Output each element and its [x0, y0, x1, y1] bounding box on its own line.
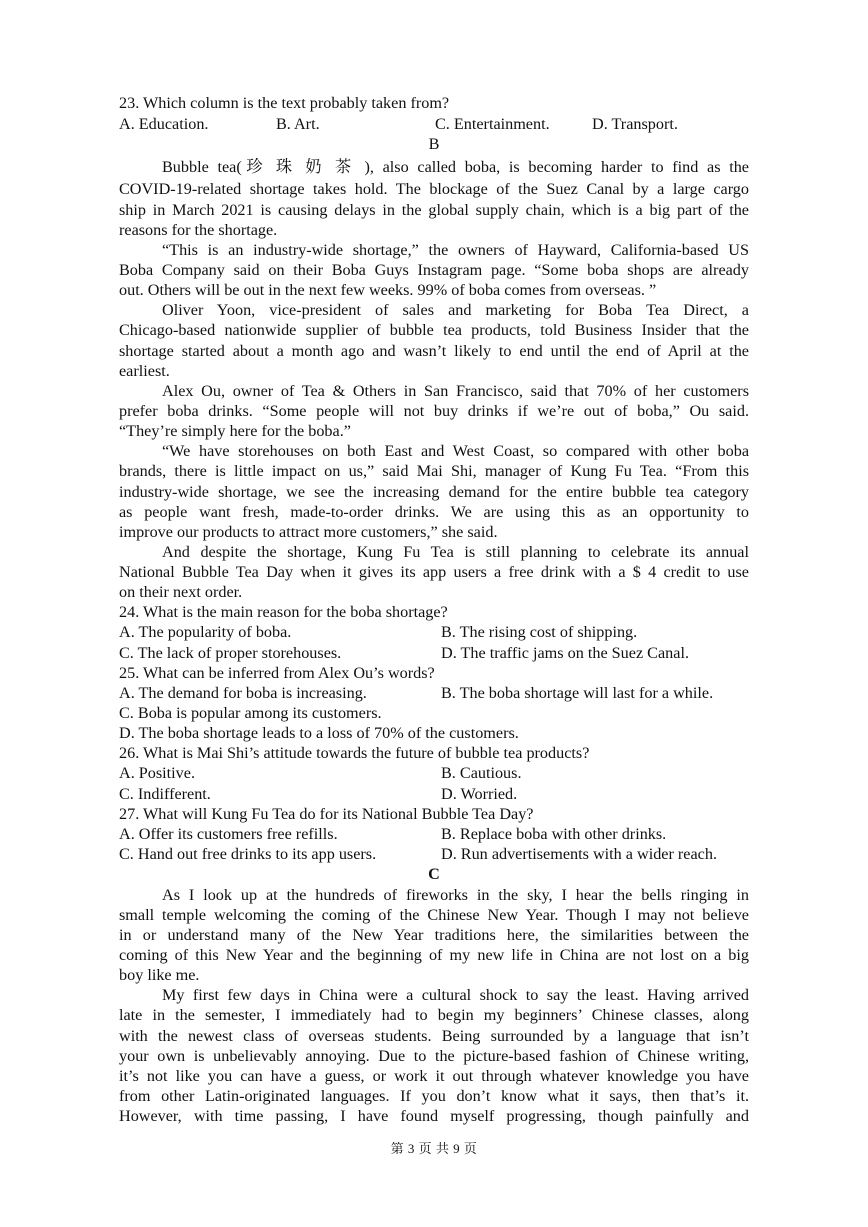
q26-option-c: C. Indifferent.: [119, 785, 211, 803]
para-line: improve our products to attract more customers,” she said.: [119, 523, 498, 541]
q24-option-d: D. The traffic jams on the Suez Canal.: [441, 644, 689, 662]
q25-options-row1: [119, 683, 749, 703]
q26-option-b: B. Cautious.: [441, 764, 522, 782]
q23-option-b: B. Art.: [276, 115, 320, 133]
para-line: late in the semester, I immediately had to begin my beginners’ Chinese classes, along: [119, 1006, 749, 1024]
para-line: And despite the shortage, Kung Fu Tea is still planning to celebrate its annual: [162, 543, 749, 561]
para-line: brands, there is little impact on us,” said Mai Shi, manager of Kung Fu Tea. “From this: [119, 462, 749, 480]
para-line: “This is an industry-wide shortage,” the owners of Hayward, California-based US: [162, 241, 749, 259]
para-line: Alex Ou, owner of Tea & Others in San Francisco, said that 70% of her customers: [162, 382, 749, 400]
para-line: with the newest class of overseas students. Being surrounded by a language that isn’t: [119, 1027, 749, 1045]
q26-option-a: A. Positive.: [119, 764, 195, 782]
para-line: “We have storehouses on both East and West Coast, so compared with other boba: [162, 442, 749, 460]
para-line: Bubble tea(珍 珠 奶 茶 ), also called boba, is becoming harder to find as the: [162, 158, 749, 176]
q24-options-row1: [119, 622, 749, 642]
q26-options-row1: [119, 763, 749, 783]
para-line: out. Others will be out in the next few weeks. 99% of boba comes from overseas. ”: [119, 281, 657, 299]
para-line: National Bubble Tea Day when it gives its app users a free drink with a $ 4 credit to use: [119, 563, 749, 581]
q23-options: [119, 114, 749, 134]
para-line: coming of this New Year and the beginning of my new life in China are not lost on a big: [119, 946, 749, 964]
q25-option-d: D. The boba shortage leads to a loss of 70% of the customers.: [119, 724, 519, 742]
q23-option-a: A. Education.: [119, 115, 209, 133]
q24-stem: 24. What is the main reason for the boba shortage?: [119, 603, 448, 621]
q27-option-c: C. Hand out free drinks to its app users.: [119, 845, 377, 863]
para-line: boy like me.: [119, 966, 200, 984]
para-line: Chicago-based nationwide supplier of bubble tea products, told Business Insider that the: [119, 321, 749, 339]
section-c-heading: C: [428, 865, 440, 883]
para-line: COVID-19-related shortage takes hold. The blockage of the Suez Canal by a large cargo: [119, 180, 749, 198]
para-line: from other Latin-originated languages. If you don’t know what it says, then that’s it.: [119, 1087, 749, 1105]
para-line: As I look up at the hundreds of fireworks in the sky, I hear the bells ringing in: [162, 886, 749, 904]
q27-stem: 27. What will Kung Fu Tea do for its National Bubble Tea Day?: [119, 805, 534, 823]
q23-stem: 23. Which column is the text probably taken from?: [119, 94, 450, 112]
q24-option-b: B. The rising cost of shipping.: [441, 623, 638, 641]
para-line: your own is unbelievably annoying. Due to the picture-based fashion of Chinese writing,: [119, 1047, 749, 1065]
section-b-heading: B: [428, 135, 440, 153]
para-line: small temple welcoming the coming of the Chinese New Year. Though I may not believe: [119, 906, 749, 924]
q27-option-d: D. Run advertisements with a wider reach.: [441, 845, 718, 863]
q26-stem: 26. What is Mai Shi’s attitude towards the future of bubble tea products?: [119, 744, 590, 762]
para-line: ship in March 2021 is causing delays in the global supply chain, which is a big part of the: [119, 201, 749, 219]
q25-option-b: B. The boba shortage will last for a while.: [441, 684, 714, 702]
page-number: 第 3 页 共 9 页: [390, 1141, 478, 1156]
q24-option-a: A. The popularity of boba.: [119, 623, 292, 641]
para-line: it’s not like you can have a guess, or work it out through whatever knowledge you have: [119, 1067, 749, 1085]
para-line: as people want fresh, made-to-order drinks. We are using this as an opportunity to: [119, 503, 749, 521]
q24-options-row2: [119, 643, 749, 663]
para-line: on their next order.: [119, 583, 243, 601]
q27-options-row1: [119, 824, 749, 844]
q25-option-c: C. Boba is popular among its customers.: [119, 704, 382, 722]
q26-options-row2: [119, 784, 749, 804]
para-line: My first few days in China were a cultural shock to say the least. Having arrived: [162, 986, 749, 1004]
q25-stem: 25. What can be inferred from Alex Ou’s words?: [119, 664, 435, 682]
q27-options-row2: [119, 844, 749, 864]
q23-option-c: C. Entertainment.: [435, 115, 550, 133]
para-line: However, with time passing, I have found myself progressing, though painfully and: [119, 1107, 749, 1125]
para-line: Boba Company said on their Boba Guys Instagram page. “Some boba shops are already: [119, 261, 749, 279]
q27-option-b: B. Replace boba with other drinks.: [441, 825, 667, 843]
q27-option-a: A. Offer its customers free refills.: [119, 825, 338, 843]
para-line: in or understand many of the New Year traditions here, the similarities between the: [119, 926, 749, 944]
para-line: prefer boba drinks. “Some people will not buy drinks if we’re out of boba,” Ou said.: [119, 402, 749, 420]
para-line: reasons for the shortage.: [119, 221, 278, 239]
q24-option-c: C. The lack of proper storehouses.: [119, 644, 342, 662]
para-line: Oliver Yoon, vice-president of sales and marketing for Boba Tea Direct, a: [162, 301, 749, 319]
q25-option-a: A. The demand for boba is increasing.: [119, 684, 367, 702]
q23-option-d: D. Transport.: [592, 115, 678, 133]
para-line: earliest.: [119, 362, 170, 380]
q26-option-d: D. Worried.: [441, 785, 518, 803]
para-line: shortage started about a month ago and wasn’t likely to end until the end of April at the: [119, 342, 749, 360]
para-line: industry-wide shortage, we see the increasing demand for the entire bubble tea category: [119, 483, 749, 501]
para-line: “They’re simply here for the boba.”: [119, 422, 351, 440]
